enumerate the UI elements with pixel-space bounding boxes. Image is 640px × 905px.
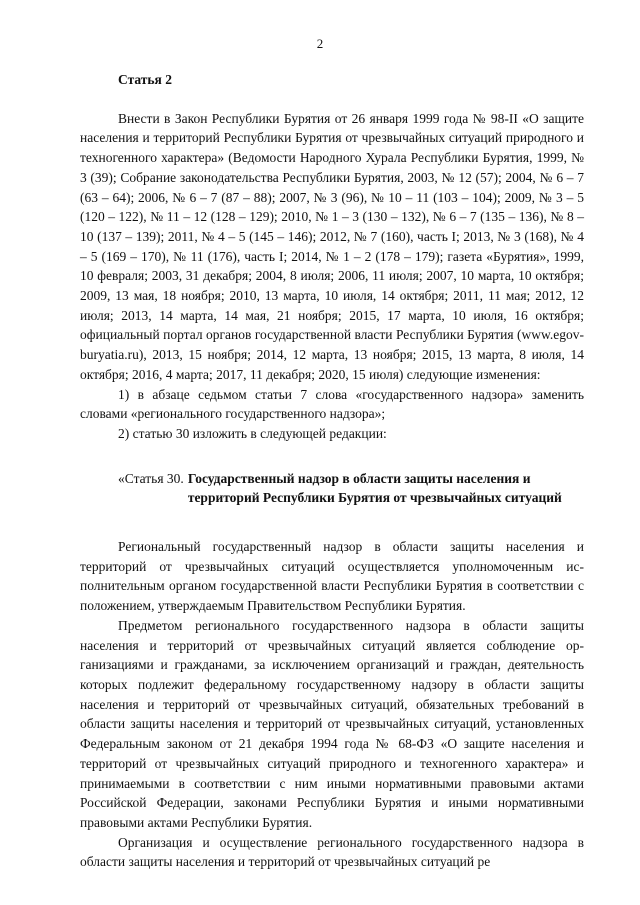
quoted-article-title: Государственный надзор в области защиты населения и территорий Республики Бурятия от чрезвычайных ситуаций bbox=[187, 470, 562, 506]
quoted-article-body bbox=[80, 537, 584, 872]
body-paragraph: Региональный государственный надзор в области защиты населения и территорий от чрезвычайных ситуаций осуществляется уполномоченным исполнительным органом государственной власти Республики Бурятия в соответствии с положением, утверждаемым Правительством Республики Бурятия. bbox=[80, 539, 584, 614]
document-content bbox=[80, 70, 584, 872]
intro-section bbox=[80, 109, 584, 444]
quoted-article-heading bbox=[118, 469, 584, 508]
page-number: 2 bbox=[316, 36, 324, 51]
amendment-item-2: 2) статью 30 изложить в следующей редакции: bbox=[118, 425, 387, 441]
quoted-article-prefix: «Статья 30. bbox=[118, 470, 184, 486]
article-heading: Статья 2 bbox=[118, 72, 172, 87]
amendment-intro-paragraph: Внести в Закон Республики Бурятия от 26 января 1999 года № 98-II «О защите населения и территорий Республики Бурятия от чрезвычайных ситуаций природного и техногенного характера» (Ведомости Народного Хурала Республики Бурятия, 1999, № 3 (39); Собрание законодательства Республики Бурятия, 2003, № 12 (57); 2004, № 6 – 7 (63 – 64); 2006, № 6 – 7 (87 – 88); 2007, № 3 (96), № 10 – 11 (103 – 104); 2009, № 3 – 5 (120 – 122), № 11 – 12 (128 – 129); 2010, № 1 – 3 (130 – 132), № 6 – 7 (135 – 136), № 8 – 10 (137 – 139); 2011, № 4 – 5 (145 – 146); 2012, № 7 (160), часть I; 2013, № 3 (168), № 4 – 5 (169 – 170), № 11 (176), часть I; 2014, № 1 – 2 (178 – 179); газета «Бурятия», 1999, 10 февраля; 2003, 31 декабря; 2004, 8 июля; 2006, 11 июля; 2007, 10 марта, 10 октября; 2009, 13 мая, 18 ноября; 2010, 13 марта, 10 июля, 14 октября; 2011, 11 мая; 2012, 12 июля; 2013, 14 марта, 14 мая, 21 ноября; 2015, 17 марта, 10 июля, 16 октября; официальный портал органов государственной власти Республики Бурятия (www.egov-buryatia.ru), 2013, 15 ноября; 2014, 12 марта, 13 ноября; 2015, 13 марта, 8 июля, 14 октября; 2016, 4 марта; 2017, 11 декабря; 2020, 15 июля) следующие изменения: bbox=[80, 110, 584, 382]
amendment-item-1: 1) в абзаце седьмом статьи 7 слова «государственного надзора» заменить словами «регионального государственного надзора»; bbox=[80, 386, 584, 422]
body-paragraph: Организация и осуществление регионального государственного надзора в области защиты населения и территорий от чрезвычайных ситуаций ре bbox=[80, 834, 584, 870]
body-paragraph: Предметом регионального государственного надзора в области защиты населения и территорий от чрезвычайных ситуаций является соблюдение организациями и гражданами, за исключением организаций и граждан, деятельность которых подлежит федеральному государственному надзору в области защиты населения и территорий от чрезвычайных ситуаций, обязательных требований в области защиты населения и территорий от чрезвычайных ситуаций, установленных Федеральным законом от 21 декабря 1994 года № 68-ФЗ «О защите населения и территорий от чрезвычайных ситуаций природного и техногенного характера» и принимаемыми в соответствии с ним иными нормативными правовыми актами Российской Федерации, законами Республики Бурятия и иными нормативными правовыми актами Республики Бурятия. bbox=[80, 617, 584, 830]
